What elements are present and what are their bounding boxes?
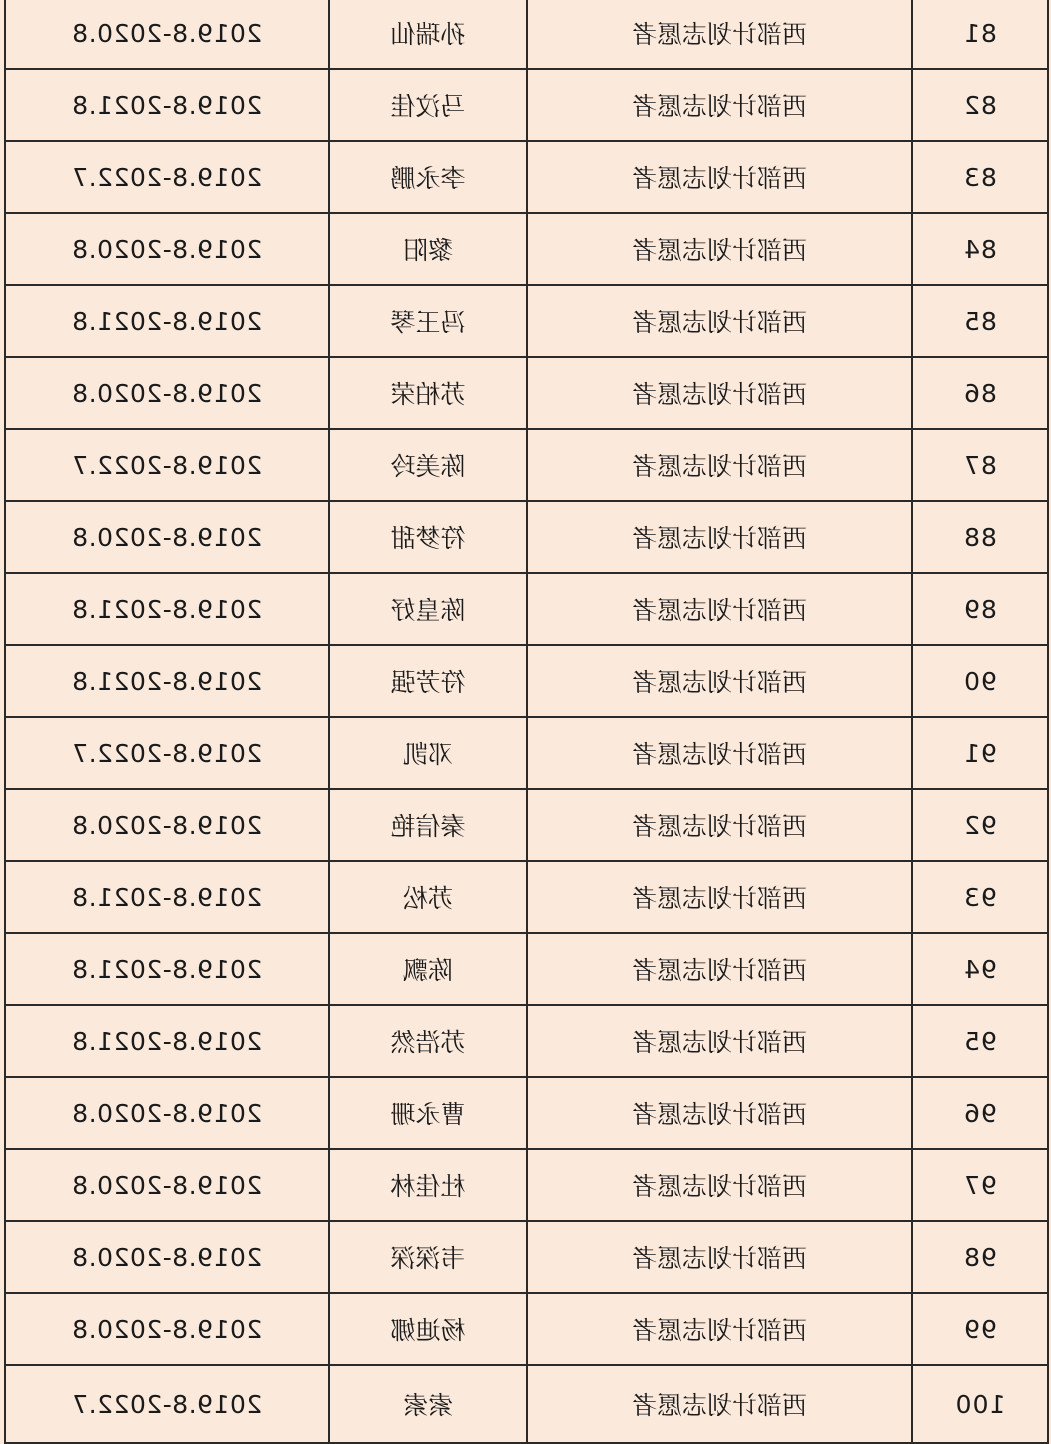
service-period-cell: 2019.8-2020.8 bbox=[5, 1293, 329, 1365]
volunteer-name-cell: 苏松 bbox=[329, 861, 527, 933]
row-number-cell: 92 bbox=[912, 789, 1048, 861]
table-row bbox=[5, 861, 1048, 933]
table-row bbox=[5, 1365, 1048, 1443]
table-row bbox=[5, 573, 1048, 645]
volunteer-type-cell: 西部计划志愿者 bbox=[527, 69, 912, 141]
row-number-cell: 81 bbox=[912, 0, 1048, 69]
volunteer-type-cell: 西部计划志愿者 bbox=[527, 141, 912, 213]
service-period-cell: 2019.8-2020.8 bbox=[5, 0, 329, 69]
volunteer-name-cell: 邓凯 bbox=[329, 717, 527, 789]
volunteer-name-cell: 秦信艳 bbox=[329, 789, 527, 861]
volunteer-name-cell: 索索 bbox=[329, 1365, 527, 1443]
service-period-cell: 2019.8-2021.8 bbox=[5, 573, 329, 645]
volunteer-name-cell: 曹永珊 bbox=[329, 1077, 527, 1149]
volunteer-type-cell: 西部计划志愿者 bbox=[527, 429, 912, 501]
service-period-cell: 2019.8-2022.7 bbox=[5, 429, 329, 501]
service-period-cell: 2019.8-2021.8 bbox=[5, 645, 329, 717]
volunteer-name-cell: 杜佳林 bbox=[329, 1149, 527, 1221]
table-row bbox=[5, 285, 1048, 357]
volunteer-roster-table bbox=[4, 0, 1049, 1444]
volunteer-type-cell: 西部计划志愿者 bbox=[527, 789, 912, 861]
volunteer-type-cell: 西部计划志愿者 bbox=[527, 717, 912, 789]
volunteer-name-cell: 冯王琴 bbox=[329, 285, 527, 357]
row-number-cell: 87 bbox=[912, 429, 1048, 501]
volunteer-name-cell: 韦深深 bbox=[329, 1221, 527, 1293]
table-row bbox=[5, 429, 1048, 501]
table-row bbox=[5, 789, 1048, 861]
service-period-cell: 2019.8-2022.7 bbox=[5, 1365, 329, 1443]
service-period-cell: 2019.8-2021.8 bbox=[5, 285, 329, 357]
row-number-cell: 88 bbox=[912, 501, 1048, 573]
row-number-cell: 96 bbox=[912, 1077, 1048, 1149]
volunteer-type-cell: 西部计划志愿者 bbox=[527, 501, 912, 573]
table-row bbox=[5, 357, 1048, 429]
row-number-cell: 83 bbox=[912, 141, 1048, 213]
row-number-cell: 94 bbox=[912, 933, 1048, 1005]
row-number-cell: 90 bbox=[912, 645, 1048, 717]
volunteer-type-cell: 西部计划志愿者 bbox=[527, 1077, 912, 1149]
volunteer-type-cell: 西部计划志愿者 bbox=[527, 1149, 912, 1221]
service-period-cell: 2019.8-2022.7 bbox=[5, 717, 329, 789]
table-row bbox=[5, 933, 1048, 1005]
service-period-cell: 2019.8-2020.8 bbox=[5, 1149, 329, 1221]
row-number-cell: 98 bbox=[912, 1221, 1048, 1293]
volunteer-name-cell: 孙瑞仙 bbox=[329, 0, 527, 69]
service-period-cell: 2019.8-2020.8 bbox=[5, 1077, 329, 1149]
row-number-cell: 89 bbox=[912, 573, 1048, 645]
volunteer-type-cell: 西部计划志愿者 bbox=[527, 285, 912, 357]
service-period-cell: 2019.8-2021.8 bbox=[5, 933, 329, 1005]
service-period-cell: 2019.8-2020.8 bbox=[5, 501, 329, 573]
table-row bbox=[5, 141, 1048, 213]
service-period-cell: 2019.8-2020.8 bbox=[5, 357, 329, 429]
volunteer-name-cell: 李永鹏 bbox=[329, 141, 527, 213]
table-row bbox=[5, 0, 1048, 69]
table-row bbox=[5, 1077, 1048, 1149]
volunteer-type-cell: 西部计划志愿者 bbox=[527, 933, 912, 1005]
row-number-cell: 91 bbox=[912, 717, 1048, 789]
volunteer-type-cell: 西部计划志愿者 bbox=[527, 1221, 912, 1293]
volunteer-name-cell: 符梦甜 bbox=[329, 501, 527, 573]
roster-body bbox=[5, 0, 1048, 1443]
volunteer-name-cell: 杨迪娜 bbox=[329, 1293, 527, 1365]
volunteer-type-cell: 西部计划志愿者 bbox=[527, 1293, 912, 1365]
row-number-cell: 82 bbox=[912, 69, 1048, 141]
row-number-cell: 84 bbox=[912, 213, 1048, 285]
volunteer-name-cell: 陈飘 bbox=[329, 933, 527, 1005]
row-number-cell: 100 bbox=[912, 1365, 1048, 1443]
service-period-cell: 2019.8-2020.8 bbox=[5, 213, 329, 285]
service-period-cell: 2019.8-2021.8 bbox=[5, 69, 329, 141]
table-row bbox=[5, 1005, 1048, 1077]
row-number-cell: 95 bbox=[912, 1005, 1048, 1077]
volunteer-name-cell: 陈皇妤 bbox=[329, 573, 527, 645]
table-row bbox=[5, 717, 1048, 789]
volunteer-type-cell: 西部计划志愿者 bbox=[527, 645, 912, 717]
service-period-cell: 2019.8-2022.7 bbox=[5, 141, 329, 213]
volunteer-name-cell: 马汶佳 bbox=[329, 69, 527, 141]
volunteer-type-cell: 西部计划志愿者 bbox=[527, 0, 912, 69]
row-number-cell: 93 bbox=[912, 861, 1048, 933]
row-number-cell: 99 bbox=[912, 1293, 1048, 1365]
service-period-cell: 2019.8-2021.8 bbox=[5, 861, 329, 933]
row-number-cell: 97 bbox=[912, 1149, 1048, 1221]
volunteer-name-cell: 陈美玲 bbox=[329, 429, 527, 501]
volunteer-type-cell: 西部计划志愿者 bbox=[527, 1365, 912, 1443]
volunteer-type-cell: 西部计划志愿者 bbox=[527, 861, 912, 933]
volunteer-type-cell: 西部计划志愿者 bbox=[527, 573, 912, 645]
row-number-cell: 86 bbox=[912, 357, 1048, 429]
volunteer-name-cell: 符芳强 bbox=[329, 645, 527, 717]
table-row bbox=[5, 69, 1048, 141]
volunteer-type-cell: 西部计划志愿者 bbox=[527, 357, 912, 429]
row-number-cell: 85 bbox=[912, 285, 1048, 357]
service-period-cell: 2019.8-2021.8 bbox=[5, 1005, 329, 1077]
volunteer-type-cell: 西部计划志愿者 bbox=[527, 1005, 912, 1077]
table-row bbox=[5, 501, 1048, 573]
table-row bbox=[5, 213, 1048, 285]
service-period-cell: 2019.8-2020.8 bbox=[5, 789, 329, 861]
table-row bbox=[5, 1149, 1048, 1221]
service-period-cell: 2019.8-2020.8 bbox=[5, 1221, 329, 1293]
volunteer-name-cell: 苏浩然 bbox=[329, 1005, 527, 1077]
volunteer-name-cell: 黎阳 bbox=[329, 213, 527, 285]
volunteer-type-cell: 西部计划志愿者 bbox=[527, 213, 912, 285]
volunteer-name-cell: 苏柏荣 bbox=[329, 357, 527, 429]
table-row bbox=[5, 1293, 1048, 1365]
table-row bbox=[5, 645, 1048, 717]
table-row bbox=[5, 1221, 1048, 1293]
